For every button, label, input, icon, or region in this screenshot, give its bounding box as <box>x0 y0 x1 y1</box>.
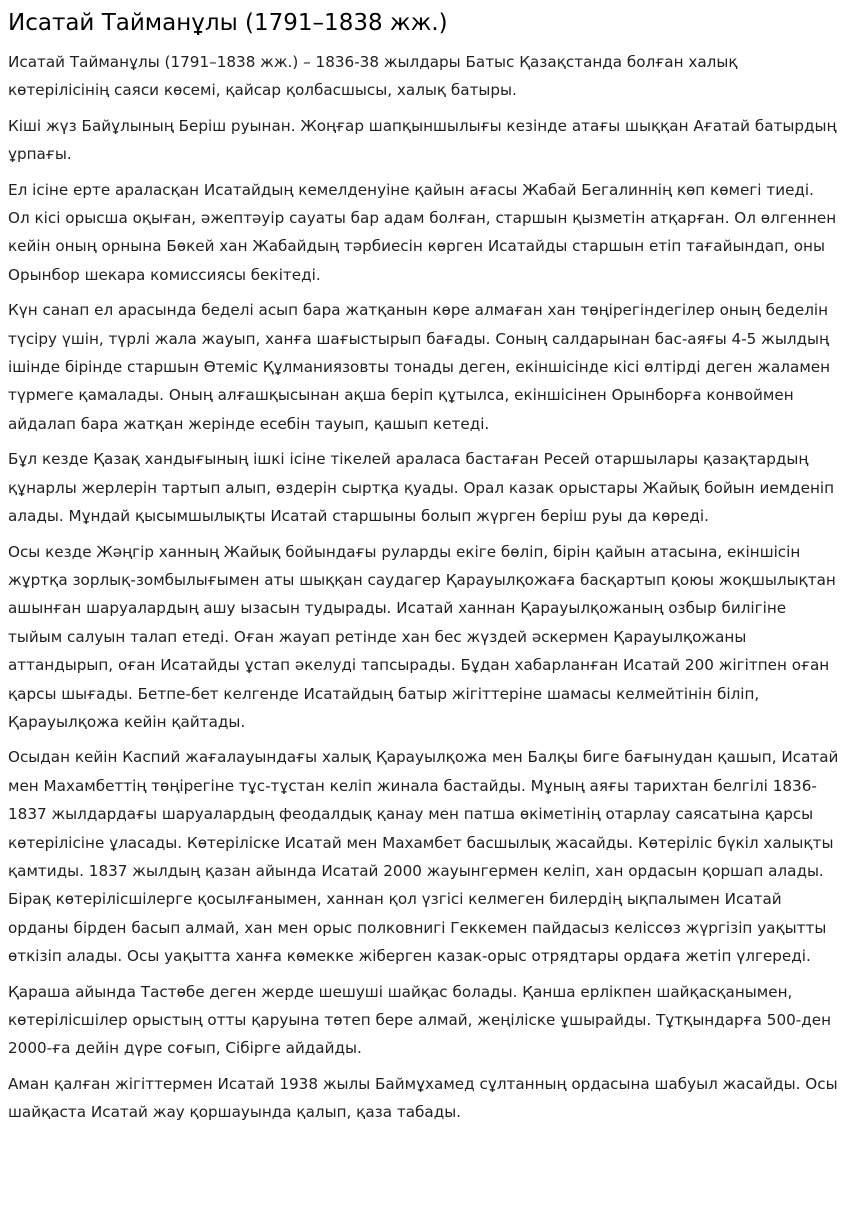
article-paragraph: Қараша айында Тастөбе деген жерде шешуші шайқас болады. Қанша ерлікпен шайқасқанымен, көтерілісшілер орыстың отты қаруына төтеп бере алмай, жеңіліске ұшырайды. Тұтқындарға 500-ден 2000-ға дейін дүре соғып, Сібірге айдайды. <box>8 982 832 1058</box>
article-paragraph: Исатай Тайманұлы (1791–1838 жж.) – 1836-38 жылдары Батыс Қазақстанда болған халық көтерілісінің саяси көсемі, қайсар қолбасшысы, халық батыры. <box>8 53 738 100</box>
article-paragraph: Кіші жүз Байұлының Беріш руынан. Жоңғар шапқыншылығы кезінде атағы шыққан Ағатай батырдың ұрпағы. <box>8 116 837 164</box>
article-paragraph: Осы кезде Жәңгір ханның Жайық бойындағы руларды екіге бөліп, бірін қайын атасына, екіншісін жұртқа зорлық-зомбылығымен аты шыққан саудагер Қарауылқожаға басқартып қоюы жоқшылықтан ашынған шаруалардың ашу ызасын тудырады. Исатай ханнан Қарауылқожаның озбыр билігіне тыйым салуын талап етеді. Оған жауап ретінде хан бес жүздей әскермен Қарауылқожаны аттандырып, оған Исатайды ұстап әкелуді тапсырады. Бұдан хабарланған Исатай 200 жігітпен оған қарсы шығады. Бетпе-бет келгенде Исатайдың батыр жігіттеріне шамасы келмейтінін біліп, Қарауылқожа кейін қайтады. <box>8 542 836 731</box>
article-paragraph: Аман қалған жігіттермен Исатай 1938 жылы Баймұхамед сұлтанның ордасына шабуыл жасайды. Осы шайқаста Исатай жау қоршауында қалып, қаза табады. <box>8 1074 838 1122</box>
article-paragraph: Бұл кезде Қазақ хандығының ішкі ісіне тікелей араласа бастаған Ресей отаршылары қазақтардың құнарлы жерлерін тартып алып, өздерін сыртқа қуады. Орал казак орыстары Жайық бойын иемденіп алады. Мұндай қысымшылықты Исатай старшыны болып жүрген беріш руы да көреді. <box>8 450 835 526</box>
page-title: Исатай Тайманұлы (1791–1838 жж.) <box>8 10 448 36</box>
article-paragraph: Күн санап ел арасында беделі асып бара жатқанын көре алмаған хан төңірегіндегілер оның беделін түсіру үшін, түрлі жала жауып, ханға шағыстырып бағады. Соның салдарынан бас-аяғы 4-5 жылдың ішінде бірінде старшын Өтеміс Құлманиязовты тонады деген, екіншісінде кісі өлтірді деген жаламен түрмеге қамалады. Оның алғашқысынан ақша беріп құтылса, екіншісінен Орынборға конвоймен айдалап бара жатқан жерінде есебін тауып, қашып кетеді. <box>8 301 831 433</box>
article-paragraph: Осыдан кейін Каспий жағалауындағы халық Қарауылқожа мен Балқы биге бағынудан қашып, Исатай мен Махамбеттің төңірегіне тұс-тұстан келіп жинала бастайды. Мұның аяғы тарихтан белгілі 1836-1837 жылдардағы шаруалардың феодалдық қанау мен патша өкіметінің отарлау саясатына қарсы көтерілісіне ұласады. Көтеріліске Исатай мен Махамбет басшылық жасайды. Көтеріліс бүкіл халықты қамтиды. 1837 жылдың қазан айында Исатай 2000 жауынгермен келіп, хан ордасын қоршап алады. Бірақ көтерілісшілерге қосылғанымен, ханнан қол үзгісі келмеген билердің ықпалымен Исатай орданы бірден басып алмай, хан мен орыс полковнигі Геккемен пайдасыз келіссөз жүргізіп уақытты өткізіп алады. Осы уақытта ханға көмекке жіберген казак-орыс отрядтары ордаға жетіп үлгереді. <box>8 748 839 966</box>
article-paragraph: Ел ісіне ерте араласқан Исатайдың кемелденуіне қайын ағасы Жабай Бегалиннің көп көмегі тиеді. Ол кісі орысша оқыған, әжептәуір сауаты бар адам болған, старшын қызметін атқарған. Ол өлгеннен кейін оның орнына Бөкей хан Жабайдың тәрбиесін көрген Исатайды старшын етіп тағайындап, оны Орынбор шекара комиссиясы бекітеді. <box>8 180 837 284</box>
